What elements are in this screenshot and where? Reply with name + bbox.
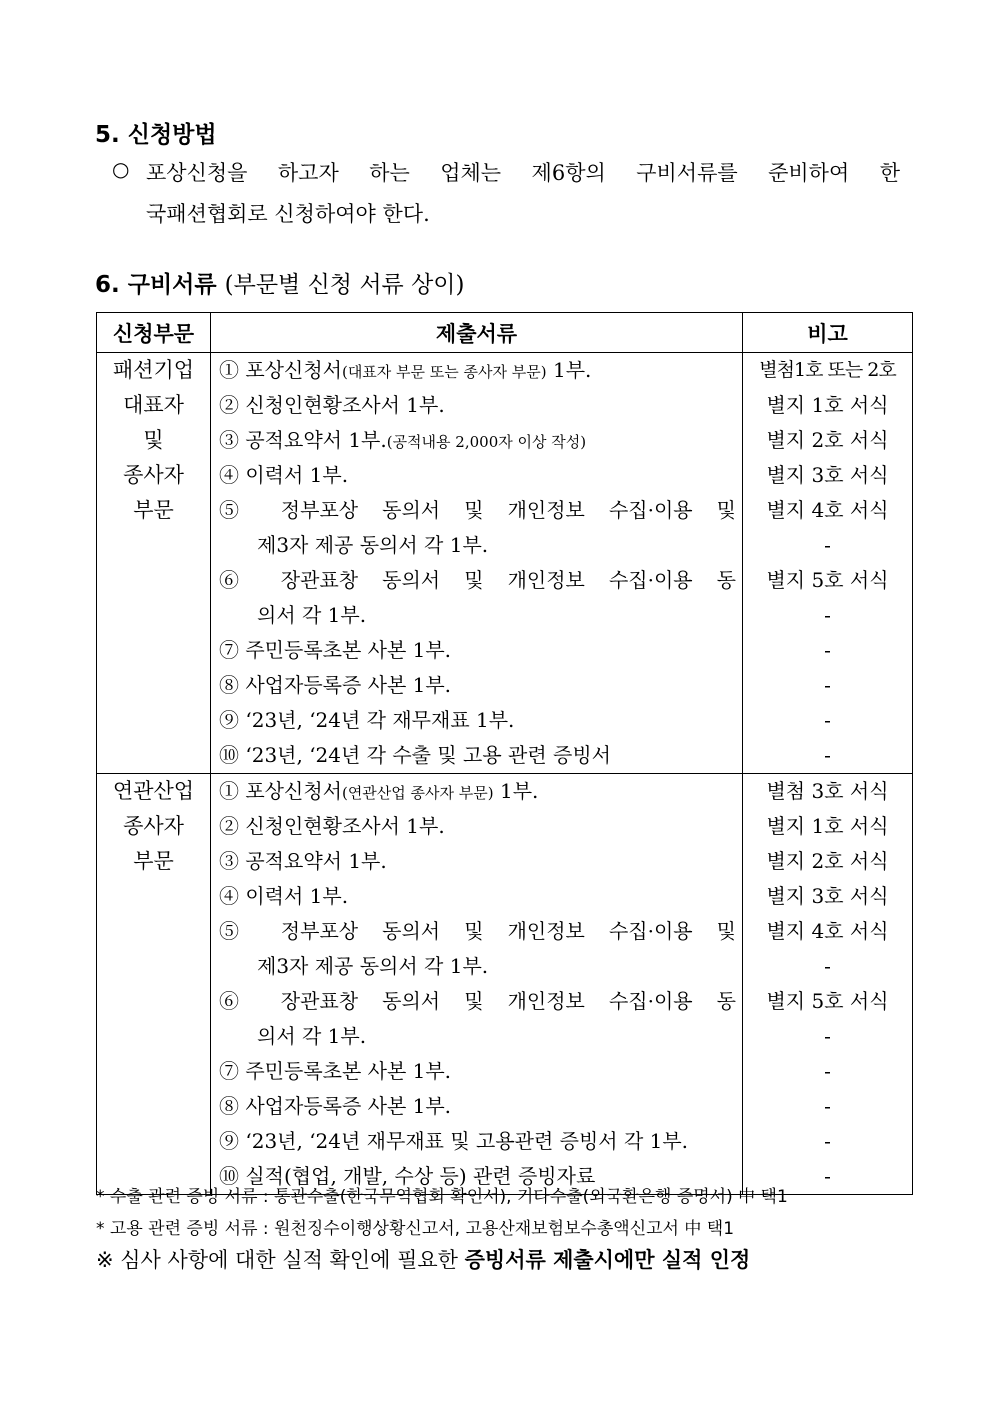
category-line: 패션기업 [112, 358, 195, 382]
remark-line: - [824, 603, 831, 627]
document-item-line [211, 949, 742, 984]
remark-line: 별지 3호 서식 [766, 463, 889, 487]
remark-line: 별첨1호 또는 2호 [759, 359, 896, 381]
section6-subtitle: (부문별 신청 서류 상이) [224, 272, 465, 298]
remark-line: - [824, 1164, 831, 1188]
document-item-line [211, 703, 742, 738]
remark-line: - [824, 954, 831, 978]
document-item-note: (대표자 부문 또는 종사자 부문) [341, 363, 547, 381]
remark-line: - [824, 533, 831, 557]
remark-line: 별지 5호 서식 [766, 568, 889, 592]
section6-title: 6. 구비서류 [95, 272, 217, 298]
document-item-note: (연관산업 종사자 부문) [341, 784, 494, 802]
document-item-text: ⑤ 정부포상 동의서 및 개인정보 수집·이용 및 [219, 498, 736, 522]
note-export-evidence: * 수출 관련 증빙 서류 : 통관수출(한국무역협회 확인서), 기타수출(외국환은행 증명서) 中 택1 [96, 1187, 788, 1207]
final-notice [96, 1244, 750, 1274]
document-item-line [211, 598, 742, 633]
category-line: 부문 [133, 849, 174, 873]
document-item-line [211, 528, 742, 563]
document-item-text: ⑨ ‘23년, ‘24년 각 재무재표 1부. [219, 708, 515, 732]
remark-line: 별첨 3호 서식 [766, 779, 889, 803]
document-item-text: ⑩ 실적(협업, 개발, 수상 등) 관련 증빙자료 [219, 1164, 596, 1188]
documents-cell-group2 [211, 774, 743, 1195]
document-item-line [211, 353, 742, 388]
document-item-line [211, 493, 742, 528]
table-header-row [97, 313, 913, 353]
section6-heading [95, 266, 464, 299]
document-item-tail: 1부. [546, 358, 592, 382]
remark-line: - [824, 1094, 831, 1118]
document-item-text: 제3자 제공 동의서 각 1부. [257, 954, 489, 978]
remark-line: 별지 1호 서식 [766, 814, 889, 838]
document-item-text: ② 신청인현황조사서 1부. [219, 814, 445, 838]
document-item-text: ⑤ 정부포상 동의서 및 개인정보 수집·이용 및 [219, 919, 736, 943]
category-fashion-business [97, 353, 211, 774]
document-item-line [211, 738, 742, 773]
document-item-text: 의서 각 1부. [257, 603, 367, 627]
category-line: 대표자 [123, 393, 184, 417]
document-item-line [211, 668, 742, 703]
remark-line: 별지 4호 서식 [766, 498, 889, 522]
document-item-line [211, 844, 742, 879]
document-item-text: ⑧ 사업자등록증 사본 1부. [219, 673, 452, 697]
final-notice-prefix: ※ 심사 사항에 대한 실적 확인에 필요한 [96, 1248, 465, 1272]
document-item-line [211, 1019, 742, 1054]
note-employment-evidence: * 고용 관련 증빙 서류 : 원천징수이행상황신고서, 고용산재보험보수총액신고서 中 택1 [96, 1219, 735, 1239]
document-item-text: ⑦ 주민등록초본 사본 1부. [219, 638, 452, 662]
document-item-text: ⑩ ‘23년, ‘24년 각 수출 및 고용 관련 증빙서 [219, 743, 611, 767]
remark-line: - [824, 638, 831, 662]
category-line: 종사자 [123, 814, 184, 838]
category-line: 및 [143, 428, 164, 452]
document-item-text: ① 포상신청서 [219, 358, 342, 382]
document-item-text: 제3자 제공 동의서 각 1부. [257, 533, 489, 557]
section5-line2: 국패션협회로 신청하여야 한다. [146, 202, 430, 226]
category-line: 연관산업 [112, 779, 195, 803]
document-item-text: ④ 이력서 1부. [219, 463, 349, 487]
document-item-text: ⑧ 사업자등록증 사본 1부. [219, 1094, 452, 1118]
remark-line: - [824, 708, 831, 732]
remark-line: 별지 3호 서식 [766, 884, 889, 908]
remark-line: - [824, 1129, 831, 1153]
document-item-text: ① 포상신청서 [219, 779, 342, 803]
document-item-line [211, 774, 742, 809]
category-related-industry [97, 774, 211, 1195]
section5-line1: 포상신청을 하고자 하는 업체는 제6항의 구비서류를 준비하여 한 [146, 161, 900, 185]
document-item-text: ⑥ 장관표창 동의서 및 개인정보 수집·이용 동 [219, 568, 736, 592]
document-item-line [211, 1054, 742, 1089]
document-item-text: ④ 이력서 1부. [219, 884, 349, 908]
header-documents: 제출서류 [211, 313, 743, 353]
remark-line: 별지 2호 서식 [766, 849, 889, 873]
category-line: 부문 [133, 498, 174, 522]
document-item-text: ③ 공적요약서 1부. [219, 428, 387, 452]
remark-line: - [824, 743, 831, 767]
document-item-line [211, 423, 742, 458]
bullet-circle: ○ [112, 157, 130, 181]
table-row-group1 [97, 353, 913, 774]
document-item-line [211, 1124, 742, 1159]
remarks-cell-group2 [743, 774, 913, 1195]
header-remarks: 비고 [743, 313, 913, 353]
category-line: 종사자 [123, 463, 184, 487]
document-item-text: ③ 공적요약서 1부. [219, 849, 387, 873]
remark-line: 별지 2호 서식 [766, 428, 889, 452]
remark-line: - [824, 1059, 831, 1083]
document-item-text: ⑨ ‘23년, ‘24년 재무재표 및 고용관련 증빙서 각 1부. [219, 1129, 689, 1153]
remark-line: - [824, 1024, 831, 1048]
document-item-note: (공적내용 2,000자 이상 작성) [386, 433, 587, 451]
document-item-line [211, 563, 742, 598]
required-documents-table [96, 312, 913, 1195]
remark-line: - [824, 673, 831, 697]
document-item-line [211, 388, 742, 423]
document-item-line [211, 809, 742, 844]
document-item-line [211, 879, 742, 914]
document-item-tail: 1부. [493, 779, 539, 803]
section5-heading: 5. 신청방법 [95, 122, 217, 148]
document-item-text: 의서 각 1부. [257, 1024, 367, 1048]
document-item-text: ② 신청인현황조사서 1부. [219, 393, 445, 417]
remark-line: 별지 4호 서식 [766, 919, 889, 943]
remark-line: 별지 1호 서식 [766, 393, 889, 417]
header-category: 신청부문 [97, 313, 211, 353]
remarks-cell-group1 [743, 353, 913, 774]
document-item-line [211, 914, 742, 949]
documents-cell-group1 [211, 353, 743, 774]
remark-line: 별지 5호 서식 [766, 989, 889, 1013]
document-item-text: ⑥ 장관표창 동의서 및 개인정보 수집·이용 동 [219, 989, 736, 1013]
table-row-group2 [97, 774, 913, 1195]
document-item-line [211, 633, 742, 668]
document-item-line [211, 984, 742, 1019]
document-item-text: ⑦ 주민등록초본 사본 1부. [219, 1059, 452, 1083]
document-item-line [211, 1089, 742, 1124]
document-item-line [211, 458, 742, 493]
final-notice-bold: 증빙서류 제출시에만 실적 인정 [464, 1248, 751, 1272]
